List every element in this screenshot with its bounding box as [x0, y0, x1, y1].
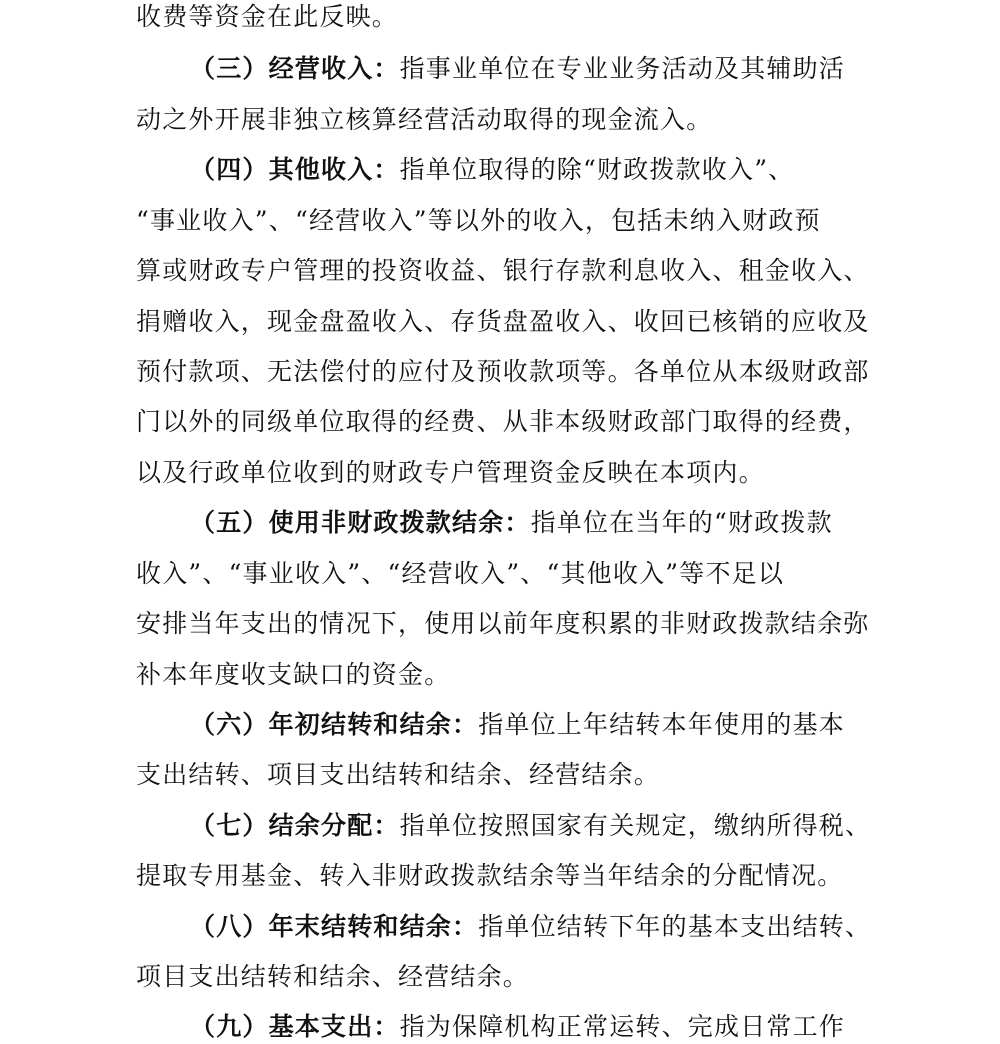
- section-term: （五）使用非财政拨款结余：: [190, 508, 531, 537]
- text-line: 捐赠收入，现金盘盈收入、存货盘盈收入、收回已核销的应收及: [136, 307, 870, 336]
- section-term: （九）基本支出：: [190, 1012, 400, 1041]
- section-heading-line: （八）年末结转和结余：指单位结转下年的基本支出结转、: [190, 912, 872, 941]
- text-line: 收入”、“事业收入”、“经营收入”、“其他收入”等不足以: [136, 559, 785, 588]
- text-line: 以及行政单位收到的财政专户管理资金反映在本项内。: [136, 458, 765, 487]
- text-line: 门以外的同级单位取得的经费、从非本级财政部门取得的经费，: [136, 407, 870, 436]
- section-term: （六）年初结转和结余：: [190, 710, 479, 739]
- text-line: 预付款项、无法偿付的应付及预收款项等。各单位从本级财政部: [136, 357, 870, 386]
- text-line: 安排当年支出的情况下，使用以前年度积累的非财政拨款结余弥: [136, 609, 870, 638]
- section-heading-line: （五）使用非财政拨款结余：指单位在当年的“财政拨款: [190, 508, 833, 537]
- section-term: （八）年末结转和结余：: [190, 912, 479, 941]
- text-line: 动之外开展非独立核算经营活动取得的现金流入。: [136, 105, 713, 134]
- section-term: （三）经营收入：: [190, 54, 400, 83]
- section-heading-line: （九）基本支出：指为保障机构正常运转、完成日常工作: [190, 1012, 846, 1041]
- text-line: 项目支出结转和结余、经营结余。: [136, 962, 530, 991]
- section-heading-line: （六）年初结转和结余：指单位上年结转本年使用的基本: [190, 710, 846, 739]
- section-heading-line: （七）结余分配：指单位按照国家有关规定，缴纳所得税、: [190, 811, 872, 840]
- text-line: 提取专用基金、转入非财政拨款结余等当年结余的分配情况。: [136, 861, 844, 890]
- text-line: “事业收入”、“经营收入”等以外的收入，包括未纳入财政预: [136, 206, 821, 235]
- section-heading-line: （四）其他收入：指单位取得的除“财政拨款收入”、: [190, 155, 795, 184]
- text-line: 补本年度收支缺口的资金。: [136, 660, 451, 689]
- text-line: 收费等资金在此反映。: [136, 2, 399, 31]
- section-heading-line: （三）经营收入：指事业单位在专业业务活动及其辅助活: [190, 54, 846, 83]
- text-line: 算或财政专户管理的投资收益、银行存款利息收入、租金收入、: [136, 256, 870, 285]
- text-line: 支出结转、项目支出结转和结余、经营结余。: [136, 760, 661, 789]
- section-term: （四）其他收入：: [190, 155, 400, 184]
- section-term: （七）结余分配：: [190, 811, 400, 840]
